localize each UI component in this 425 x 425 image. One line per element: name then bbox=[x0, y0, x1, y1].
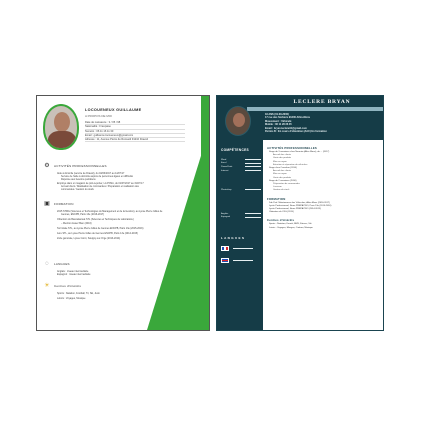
training-line: 2de Prof. Maintenance des Véhicules, Athis-Mons (2016-2017) bbox=[269, 201, 330, 204]
experience-line: Stage de 3 semaines chez Norauto (Athis-Mons), du ... (2017) bbox=[269, 151, 330, 153]
section-line: Accueil client / Réalisation de commandes / Préparation et réalisation des bbox=[61, 184, 139, 188]
section-languages bbox=[43, 260, 183, 276]
section-title: LANGUES bbox=[54, 262, 70, 266]
skill-bar bbox=[245, 170, 261, 171]
section-line: Loisirs : Voyages, Musique bbox=[57, 297, 86, 301]
contact-line: Date de naissance : 3 / 05 / 98 bbox=[85, 121, 185, 125]
cv-document-right bbox=[216, 95, 384, 331]
experience-line: Stage de 2 semaines (2016) bbox=[269, 179, 297, 182]
skill-label: Internet bbox=[221, 169, 229, 172]
skills-list-2 bbox=[221, 188, 261, 192]
skills-list-3 bbox=[221, 212, 261, 219]
experience-line: Accueil des clients bbox=[273, 170, 291, 173]
training-line: Lycée Professionnel, 4ème PREPA PRO (2014-2015) bbox=[269, 208, 321, 211]
experience-line: Vente des produits bbox=[273, 176, 292, 179]
section-formation bbox=[43, 200, 183, 240]
gears-icon: ⚙ bbox=[44, 163, 50, 169]
experience-line: Stage chez Carrefour (2016) bbox=[269, 167, 297, 170]
section-line: – Mention Assez Bien (2016) bbox=[61, 221, 92, 225]
experience-line: Accueil des clients bbox=[273, 154, 291, 157]
experience-line: Préparation de commandes bbox=[273, 183, 300, 186]
experience-line: Entretien et réparation de véhicules bbox=[273, 163, 308, 166]
skill-label: PowerPoint bbox=[221, 165, 233, 168]
section-line: Sports : Natation, Football, Tir, Ski, Judo bbox=[57, 292, 100, 295]
skill-bar bbox=[245, 217, 261, 218]
photo-head-shape bbox=[54, 112, 70, 132]
skill-row bbox=[221, 188, 261, 192]
section-line: Employé dans un magasin de prêt-à-porter, LA POSA, du 01/07/2017 au 31/07/17 bbox=[57, 181, 144, 185]
contact-line: Adresse : 11, Avenue Pierre de Ronsard 91210 Draveil bbox=[85, 138, 185, 142]
skill-label: Photoshop bbox=[221, 188, 232, 191]
section-line: Service de l'aide à domicile auprès de personnes âgées en difficulté bbox=[61, 175, 133, 179]
contact-line: Email : bryan.leclere91@gmail.com bbox=[265, 126, 307, 130]
skill-bar bbox=[245, 213, 261, 214]
skill-row bbox=[221, 169, 261, 173]
section-line: Réponse aux besoins quotidiens bbox=[61, 178, 96, 182]
cv-name: LOCOUENEUX GUILLAUME bbox=[85, 108, 142, 112]
section-line: Anglais : niveau intermédiaire bbox=[57, 270, 89, 273]
section-line: 2nde générale, Lycée Corot, Savigny-sur-Orge (2013-2014) bbox=[57, 237, 121, 241]
cv-sidebar bbox=[217, 140, 263, 331]
skill-label: Anglais bbox=[221, 212, 229, 215]
photo-body-shape bbox=[48, 131, 76, 150]
graduation-cap-icon: ▣ bbox=[44, 201, 50, 207]
interests-line: Loisirs : Voyages, Mangas, Cinéma, Musique bbox=[269, 226, 313, 229]
contact-line: Mouvement : Véhiculé bbox=[265, 119, 292, 123]
experience-line: Vente des produits bbox=[273, 157, 292, 160]
skills-list bbox=[221, 158, 261, 172]
skill-bar bbox=[245, 159, 261, 160]
skill-row bbox=[221, 216, 261, 220]
experience-line: Gestion du stock bbox=[273, 189, 290, 192]
skill-label: Espagnol bbox=[221, 216, 231, 219]
contact-line: Permis B : En cours d'obtention (AAC) En formation bbox=[265, 130, 327, 134]
contact-line: Nationalité : Française bbox=[85, 125, 185, 129]
experience-line: Mise en rayon bbox=[273, 173, 287, 176]
section-activities bbox=[43, 162, 183, 191]
skill-bar bbox=[245, 163, 261, 164]
decorative-stripe bbox=[247, 107, 384, 111]
section-line: 2015 STMG (Sciences et Technologies du Management et de la Gestion), au Lycée Pierre Gilles de bbox=[57, 210, 163, 213]
language-level-bar bbox=[233, 260, 253, 261]
experience-line: Livraison bbox=[273, 186, 282, 189]
contact-line: Mobile : 06 11 28 36 45 bbox=[265, 123, 292, 127]
experience-title: ACTIVITÉS PROFESSIONNELLES bbox=[267, 146, 317, 150]
section-line: Obtention du Baccalauréat STL (Sciences et Techniques de Laboratoire) bbox=[57, 218, 134, 222]
contact-line: 17 rue des Sorbiers 91200 Athis-Mons bbox=[265, 116, 311, 120]
section-line: Terminale STL, au Lycée Pierre Gilles de Gennes ENCPB, Paris 13e (2015-2016) bbox=[57, 226, 144, 230]
contact-block bbox=[265, 113, 375, 133]
skill-label: Word bbox=[221, 158, 227, 161]
language-level-bar bbox=[233, 248, 253, 249]
contact-line: 18 ANS (01-08-2000) bbox=[265, 113, 289, 116]
cv-name: LECLERE BRYAN bbox=[293, 99, 351, 105]
training-title: FORMATION bbox=[267, 196, 286, 201]
skill-bar bbox=[245, 166, 261, 167]
profile-photo bbox=[43, 104, 79, 150]
skill-label: Excel bbox=[221, 162, 227, 165]
section-line: commandes / Gestion du stock bbox=[61, 188, 94, 192]
flag-france-icon bbox=[221, 246, 229, 251]
contact-block bbox=[85, 121, 185, 142]
section-line: Espagnol : niveau intermédiaire bbox=[57, 273, 91, 277]
cv-document-left bbox=[36, 95, 210, 331]
contact-line: Email : guillaume.locoueneux@gmail.com bbox=[85, 134, 185, 138]
skill-bar bbox=[245, 189, 261, 190]
languages-title: L A N G U E S bbox=[221, 236, 245, 240]
training-line: Obtention du CFG (2015) bbox=[269, 211, 294, 214]
section-line: Gennes, ENCPB, Paris 13e (2016-2017) bbox=[61, 213, 105, 217]
section-title: ACTIVITÉS PROFESSIONNELLES bbox=[54, 164, 107, 168]
training-line: Lycée Professionnel, 3ème PREPA PRO, Paris 13e (2015-2016) bbox=[269, 204, 332, 207]
section-line: 1ère STL, au Lycée Pierre Gilles de Gennes ENCPB, Paris 13e (2014-2015) bbox=[57, 232, 138, 236]
profile-photo bbox=[225, 106, 251, 136]
speech-bubble-icon: ◌ bbox=[45, 261, 49, 267]
sun-icon: ☀ bbox=[44, 283, 50, 289]
experience-line: Mise en rayon bbox=[273, 160, 287, 163]
section-interests bbox=[43, 282, 183, 300]
contact-line: Numéro : 06 11 16 11 30 bbox=[85, 130, 185, 134]
section-title: Centres d'intérêts bbox=[54, 284, 82, 288]
cv-main-column bbox=[267, 144, 381, 230]
skills-title: COMPÉTENCES bbox=[221, 148, 249, 152]
interests-title: Centres d'intérêts bbox=[267, 218, 295, 223]
interests-line: Sports : Natation, Karaté, BMX, Fitness, Ski bbox=[269, 223, 312, 226]
section-line: Aide à domicile (service de Draveil), du 04/06/2017 au 14/07/17 bbox=[57, 172, 125, 175]
section-title: FORMATION bbox=[54, 202, 74, 206]
flag-uk-icon bbox=[221, 258, 229, 263]
cv-subtitle: A PROPOS DE MOI bbox=[85, 114, 113, 118]
